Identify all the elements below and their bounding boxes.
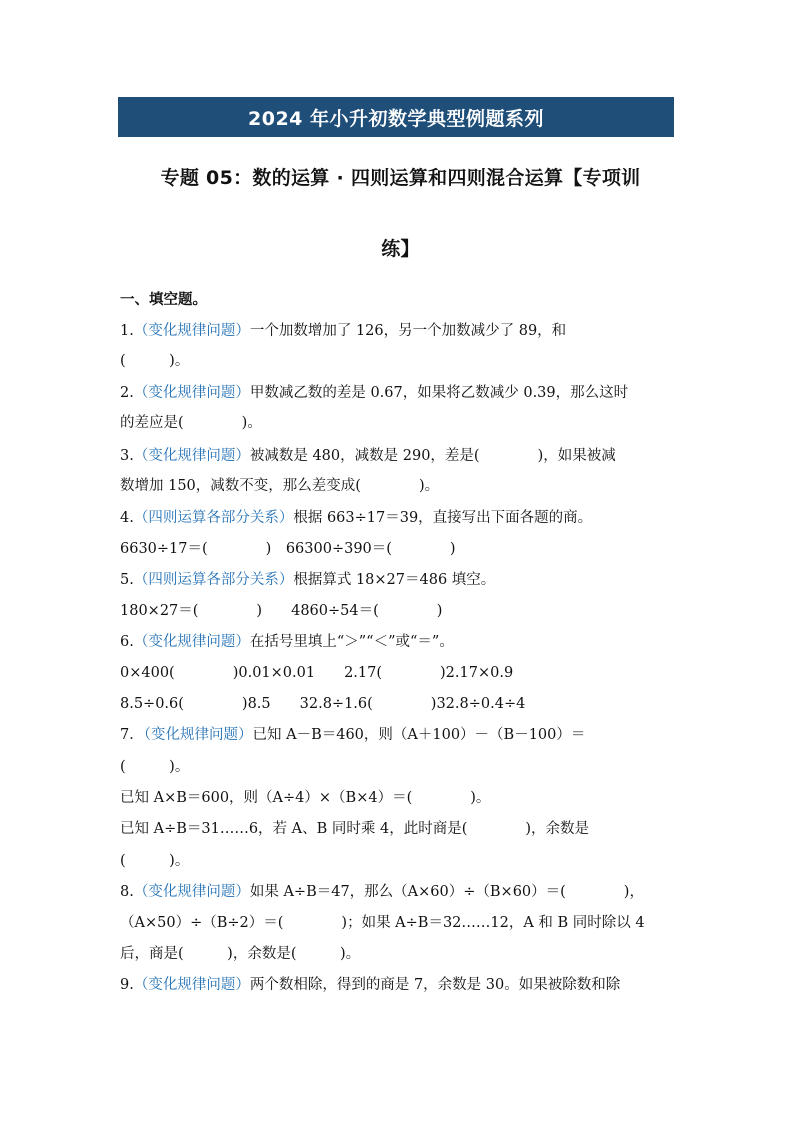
question-number: 8.: [120, 884, 134, 900]
question-line: [120, 975, 620, 995]
question-category-tag: （变化规律问题）: [133, 634, 250, 650]
question-category-tag: （四则运算各部分关系）: [133, 572, 294, 588]
question-text: 如果 A÷B＝47，那么（A×60）÷（B×60）＝( )，: [249, 884, 644, 900]
question-number: 5.: [120, 572, 134, 588]
question-text: 已知 A÷B＝31……6，若 A、B 同时乘 4，此时商是( )，余数是: [120, 821, 590, 837]
question-category-tag: （变化规律问题）: [133, 884, 250, 900]
question-continuation: [120, 601, 442, 621]
question-text: 已知 A×B＝600，则（A÷4）×（B×4）＝( )。: [120, 790, 491, 806]
section-heading: 一、填空题。: [120, 292, 207, 308]
question-continuation: [120, 913, 645, 933]
question-text: 在括号里填上“＞”“＜”或“＝”。: [249, 634, 454, 650]
question-text: ( )。: [120, 353, 190, 369]
question-number: 3.: [120, 448, 134, 464]
question-number: 9.: [120, 977, 134, 993]
question-line: [120, 725, 585, 745]
question-text: 后，商是( )，余数是( )。: [120, 946, 361, 962]
question-continuation: [120, 413, 262, 433]
question-text: ( )。: [120, 759, 190, 775]
question-text: （A×50）÷（B÷2）＝( )；如果 A÷B＝32……12，A 和 B 同时除以 4: [120, 915, 645, 931]
question-category-tag: （变化规律问题）: [133, 385, 250, 401]
question-text: 已知 A－B＝460，则（A＋100）－（B－100）＝: [252, 727, 586, 743]
question-line: [120, 446, 616, 466]
question-line: [120, 383, 628, 403]
question-number: 7．: [120, 727, 144, 743]
question-category-tag: （变化规律问题）: [133, 448, 250, 464]
question-text: 两个数相除，得到的商是 7，余数是 30。如果被除数和除: [249, 977, 621, 993]
question-continuation: [120, 663, 513, 683]
question-continuation: [120, 819, 589, 839]
question-line: [120, 321, 566, 341]
series-banner: 2024 年小升初数学典型例题系列: [118, 97, 674, 137]
question-continuation: [120, 788, 490, 808]
question-line: [120, 508, 592, 528]
question-text: 根据 663÷17＝39，直接写出下面各题的商。: [293, 510, 593, 526]
question-continuation: [120, 351, 189, 371]
question-line: [120, 570, 495, 590]
question-category-tag: （变化规律问题）: [133, 323, 250, 339]
question-text: 6630÷17＝( ) 66300÷390＝( ): [120, 541, 456, 557]
question-text: 甲数减乙数的差是 0.67，如果将乙数减少 0.39，那么这时: [249, 385, 629, 401]
question-text: 数增加 150，减数不变，那么差变成( )。: [120, 478, 440, 494]
question-text: 的差应是( )。: [120, 415, 262, 431]
question-number: 6.: [120, 634, 134, 650]
question-line: [120, 632, 454, 652]
page-title-continued: 练】: [381, 238, 420, 260]
question-number: 4.: [120, 510, 134, 526]
question-continuation: [120, 851, 189, 871]
question-category-tag: （变化规律问题）: [143, 727, 253, 743]
question-continuation: [120, 757, 189, 777]
question-category-tag: （变化规律问题）: [133, 977, 250, 993]
question-text: 180×27＝( ) 4860÷54＝( ): [120, 603, 443, 619]
question-text: 根据算式 18×27＝486 填空。: [293, 572, 496, 588]
question-text: 0×400( )0.01×0.01 2.17( )2.17×0.9: [120, 665, 514, 681]
question-continuation: [120, 539, 456, 559]
question-text: 一个加数增加了 126，另一个加数减少了 89，和: [249, 323, 567, 339]
page-title: 专题 05：数的运算 · 四则运算和四则混合运算【专项训: [160, 167, 641, 189]
question-continuation: [120, 944, 360, 964]
question-text: 被减数是 480，减数是 290，差是( )，如果被减: [249, 448, 616, 464]
question-number: 2.: [120, 385, 134, 401]
question-number: 1.: [120, 323, 134, 339]
question-continuation: [120, 694, 525, 714]
question-text: ( )。: [120, 853, 190, 869]
question-category-tag: （四则运算各部分关系）: [133, 510, 294, 526]
question-continuation: [120, 476, 439, 496]
question-line: [120, 882, 644, 902]
question-text: 8.5÷0.6( )8.5 32.8÷1.6( )32.8÷0.4÷4: [120, 696, 526, 712]
